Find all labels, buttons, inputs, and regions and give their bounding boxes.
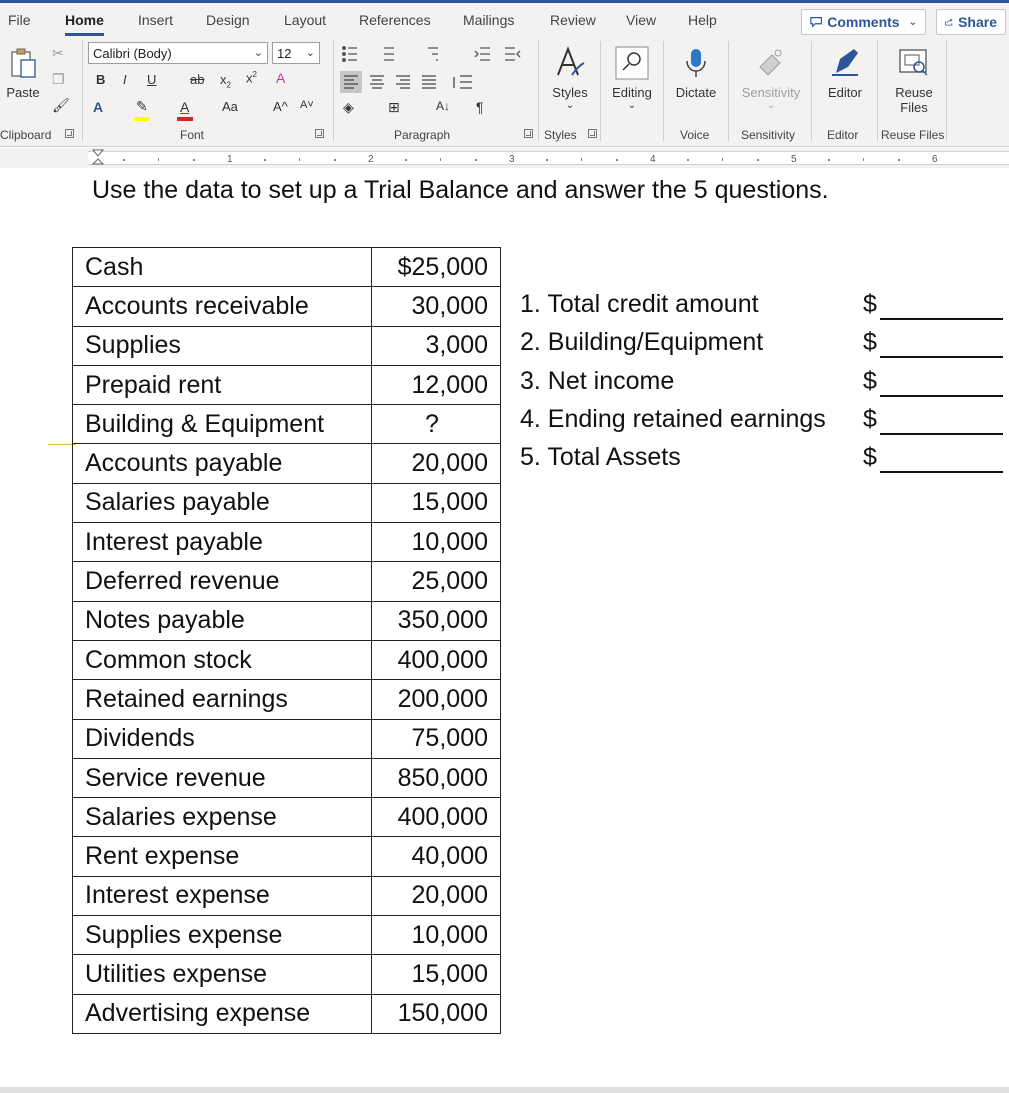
table-row — [73, 758, 501, 797]
amount-cell: 15,000 — [372, 483, 501, 522]
chevron-down-icon: ⌄ — [305, 47, 315, 59]
table-row — [73, 601, 501, 640]
format-painter-icon[interactable]: 🖌 — [52, 97, 70, 113]
account-name-cell: Advertising expense — [73, 994, 372, 1033]
share-label: Share — [958, 14, 997, 30]
change-case-button[interactable]: Aa — [222, 99, 238, 114]
tab-references[interactable]: References — [359, 12, 431, 28]
chevron-down-icon: ⌄ — [627, 100, 637, 111]
superscript-button[interactable]: $x^2$ — [246, 70, 257, 86]
group-separator — [333, 41, 334, 141]
amount-cell: ? — [372, 405, 501, 444]
highlight-icon[interactable]: ✎ — [136, 98, 148, 114]
search-icon — [615, 45, 649, 81]
editing-button[interactable] — [608, 41, 656, 111]
styles-icon — [552, 45, 588, 81]
clear-formatting-icon[interactable]: A — [276, 70, 286, 86]
ruler-dot — [828, 159, 830, 161]
font-name-value: Calibri (Body) — [93, 45, 172, 61]
account-name-cell: Prepaid rent — [73, 365, 372, 404]
group-separator — [82, 41, 83, 141]
group-separator — [946, 41, 947, 141]
styles-launcher-icon[interactable] — [588, 129, 597, 138]
answer-blank — [880, 318, 1003, 320]
alignment-buttons-icon[interactable] — [340, 71, 500, 93]
ruler-dot — [334, 159, 336, 161]
table-row — [73, 837, 501, 876]
document-page[interactable] — [0, 168, 1009, 1093]
ruler-number: 3 — [509, 154, 515, 165]
amount-cell: 350,000 — [372, 601, 501, 640]
question-text: 3. Net income — [520, 367, 675, 395]
account-name-cell: Retained earnings — [73, 680, 372, 719]
table-row — [73, 719, 501, 758]
table-row — [73, 248, 501, 287]
editor-group-label: Editor — [827, 128, 859, 142]
paste-icon — [8, 46, 38, 80]
amount-cell: 3,000 — [372, 326, 501, 365]
question-text: 1. Total credit amount — [520, 290, 759, 318]
account-name-cell: Dividends — [73, 719, 372, 758]
reuse-label-line2: Files — [900, 100, 928, 115]
text-effects-icon[interactable]: A — [93, 99, 104, 115]
voice-group-label: Voice — [680, 128, 710, 142]
table-row — [73, 916, 501, 955]
editor-button[interactable] — [820, 41, 870, 100]
tab-view[interactable]: View — [626, 12, 657, 28]
chevron-down-icon: ⌄ — [766, 100, 776, 111]
account-name-cell: Salaries payable — [73, 483, 372, 522]
dictate-label: Dictate — [675, 85, 717, 100]
question-text: 5. Total Assets — [520, 443, 681, 471]
tab-help[interactable]: Help — [688, 12, 717, 28]
reuse-files-button[interactable] — [886, 41, 942, 115]
font-launcher-icon[interactable] — [315, 129, 324, 138]
borders-icon[interactable]: ⊞ — [388, 99, 400, 115]
underline-button[interactable]: U — [147, 72, 157, 87]
editor-label: Editor — [828, 85, 862, 100]
dictate-button[interactable] — [672, 41, 720, 100]
tab-file[interactable]: File — [8, 12, 31, 28]
highlight-color-swatch — [134, 117, 150, 121]
currency-sign: $ — [863, 443, 877, 471]
ruler-dot — [475, 159, 477, 161]
ruler-tick — [299, 158, 300, 161]
tab-review[interactable]: Review — [550, 12, 596, 28]
font-color-icon[interactable]: A — [180, 99, 190, 115]
answer-blank — [880, 471, 1003, 473]
amount-cell: 400,000 — [372, 640, 501, 679]
ruler-tick — [722, 158, 723, 161]
amount-cell: 12,000 — [372, 365, 501, 404]
account-name-cell: Supplies expense — [73, 916, 372, 955]
italic-button[interactable]: I — [123, 72, 127, 87]
group-separator — [663, 41, 664, 141]
sensitivity-label: Sensitivity — [741, 85, 801, 100]
amount-cell: 400,000 — [372, 798, 501, 837]
question-item — [520, 286, 1009, 324]
ruler-dot — [616, 159, 618, 161]
bold-button[interactable]: B — [96, 72, 106, 87]
styles-group-label: Styles — [544, 128, 577, 142]
ruler-dot — [193, 159, 195, 161]
group-separator — [877, 41, 878, 141]
amount-cell: 30,000 — [372, 287, 501, 326]
ruler-dot — [898, 159, 900, 161]
account-name-cell: Supplies — [73, 326, 372, 365]
table-row — [73, 680, 501, 719]
question-item — [520, 401, 1009, 439]
shading-icon[interactable]: ◈ — [343, 99, 354, 115]
comments-label: Comments — [827, 14, 900, 30]
ribbon-tab-bar — [0, 3, 1009, 37]
ruler-dot — [546, 159, 548, 161]
copy-icon[interactable]: ❐ — [52, 71, 65, 87]
amount-cell: 20,000 — [372, 876, 501, 915]
reuse-files-group-label: Reuse Files — [881, 128, 945, 142]
table-row — [73, 444, 501, 483]
font-size-select[interactable] — [272, 42, 320, 64]
amount-cell: 15,000 — [372, 955, 501, 994]
table-row — [73, 798, 501, 837]
sort-icon[interactable]: A↓ — [436, 99, 451, 113]
account-name-cell: Deferred revenue — [73, 562, 372, 601]
account-name-cell: Interest expense — [73, 876, 372, 915]
strikethrough-button[interactable]: ab — [190, 72, 205, 87]
currency-sign: $ — [863, 405, 877, 433]
paragraph-launcher-icon[interactable] — [524, 129, 533, 138]
account-name-cell: Salaries expense — [73, 798, 372, 837]
ruler-dot — [757, 159, 759, 161]
editing-label: Editing — [612, 85, 652, 100]
indent-marker-icon[interactable] — [92, 149, 104, 167]
account-name-cell: Cash — [73, 248, 372, 287]
table-row — [73, 562, 501, 601]
font-size-value: 12 — [277, 45, 292, 61]
reuse-label-line1: Reuse — [895, 85, 933, 100]
tab-insert[interactable]: Insert — [138, 12, 174, 28]
currency-sign: $ — [863, 367, 877, 395]
ruler-number: 1 — [227, 154, 233, 165]
group-separator — [600, 41, 601, 141]
question-item — [520, 439, 1009, 477]
sensitivity-icon — [754, 45, 788, 81]
chevron-down-icon: ⌄ — [565, 100, 575, 111]
grow-font-icon[interactable]: A^ — [273, 99, 288, 114]
horizontal-scrollbar[interactable] — [0, 1087, 1009, 1093]
question-item — [520, 324, 1009, 362]
comments-button[interactable] — [801, 9, 926, 35]
styles-button[interactable] — [546, 41, 594, 111]
table-row — [73, 523, 501, 562]
microphone-icon — [684, 45, 708, 81]
amount-cell: 200,000 — [372, 680, 501, 719]
tab-design[interactable]: Design — [206, 12, 250, 28]
amount-cell: 10,000 — [372, 523, 501, 562]
table-row — [73, 287, 501, 326]
currency-sign: $ — [863, 328, 877, 356]
ruler-number: 4 — [650, 154, 656, 165]
ruler-tick — [158, 158, 159, 161]
share-button[interactable] — [936, 9, 1006, 35]
font-name-select[interactable] — [88, 42, 268, 64]
clipboard-group-label: Clipboard — [0, 128, 52, 142]
ruler-tick — [581, 158, 582, 161]
table-row — [73, 994, 501, 1033]
horizontal-ruler[interactable] — [0, 148, 1009, 168]
tab-home[interactable]: Home — [65, 12, 104, 28]
show-formatting-icon[interactable]: ¶ — [476, 99, 484, 115]
ruler-tick — [863, 158, 864, 161]
amount-cell: 10,000 — [372, 916, 501, 955]
group-separator — [811, 41, 812, 141]
answer-blank — [880, 356, 1003, 358]
ruler-dot — [687, 159, 689, 161]
page-heading: Use the data to set up a Trial Balance and answer the 5 questions. — [92, 176, 829, 204]
reuse-files-icon — [897, 45, 931, 81]
table-row — [73, 326, 501, 365]
trial-balance-table — [72, 247, 501, 1034]
amount-cell: 75,000 — [372, 719, 501, 758]
paragraph-group-label: Paragraph — [394, 128, 451, 142]
share-icon — [945, 16, 953, 28]
table-row — [73, 876, 501, 915]
sensitivity-group-label: Sensitivity — [741, 128, 796, 142]
account-name-cell: Notes payable — [73, 601, 372, 640]
table-row — [73, 365, 501, 404]
amount-cell: 25,000 — [372, 562, 501, 601]
paste-button[interactable] — [4, 41, 42, 100]
subscript-button[interactable]: $x_2$ — [220, 72, 231, 90]
tab-layout[interactable]: Layout — [284, 12, 327, 28]
chevron-down-icon: ⌄ — [908, 16, 917, 28]
sensitivity-button[interactable] — [737, 41, 805, 111]
group-separator — [728, 41, 729, 141]
question-text: 4. Ending retained earnings — [520, 405, 826, 433]
account-name-cell: Common stock — [73, 640, 372, 679]
currency-sign: $ — [863, 290, 877, 318]
editor-icon — [828, 45, 862, 81]
account-name-cell: Rent expense — [73, 837, 372, 876]
clipboard-launcher-icon[interactable] — [65, 129, 74, 138]
amount-cell: $25,000 — [372, 248, 501, 287]
ruler-dot — [123, 159, 125, 161]
table-row — [73, 405, 501, 444]
ruler-number: 6 — [932, 154, 938, 165]
list-buttons-icon[interactable] — [340, 43, 530, 65]
shrink-font-icon[interactable]: A˅ — [300, 99, 314, 111]
chevron-down-icon: ⌄ — [253, 47, 263, 59]
comment-icon — [810, 16, 822, 28]
ruler-track — [88, 151, 1009, 165]
ruler-dot — [405, 159, 407, 161]
ruler-number: 2 — [368, 154, 374, 165]
table-row — [73, 955, 501, 994]
account-name-cell: Utilities expense — [73, 955, 372, 994]
amount-cell: 150,000 — [372, 994, 501, 1033]
paste-label: Paste — [6, 85, 40, 100]
ribbon — [0, 37, 1009, 147]
ruler-number: 5 — [791, 154, 797, 165]
tab-mailings[interactable]: Mailings — [463, 12, 515, 28]
account-name-cell: Building & Equipment — [73, 405, 372, 444]
amount-cell: 20,000 — [372, 444, 501, 483]
group-separator — [538, 41, 539, 141]
question-item — [520, 363, 1009, 401]
styles-label: Styles — [552, 85, 588, 100]
table-row — [73, 483, 501, 522]
answer-blank — [880, 433, 1003, 435]
question-text: 2. Building/Equipment — [520, 328, 764, 356]
answer-blank — [880, 395, 1003, 397]
amount-cell: 40,000 — [372, 837, 501, 876]
ruler-tick — [440, 158, 441, 161]
cut-icon[interactable]: ✂ — [52, 45, 64, 61]
account-name-cell: Accounts payable — [73, 444, 372, 483]
account-name-cell: Service revenue — [73, 758, 372, 797]
font-color-swatch — [177, 117, 193, 121]
font-group-label: Font — [180, 128, 205, 142]
account-name-cell: Interest payable — [73, 523, 372, 562]
table-row — [73, 640, 501, 679]
amount-cell: 850,000 — [372, 758, 501, 797]
account-name-cell: Accounts receivable — [73, 287, 372, 326]
ruler-dot — [264, 159, 266, 161]
